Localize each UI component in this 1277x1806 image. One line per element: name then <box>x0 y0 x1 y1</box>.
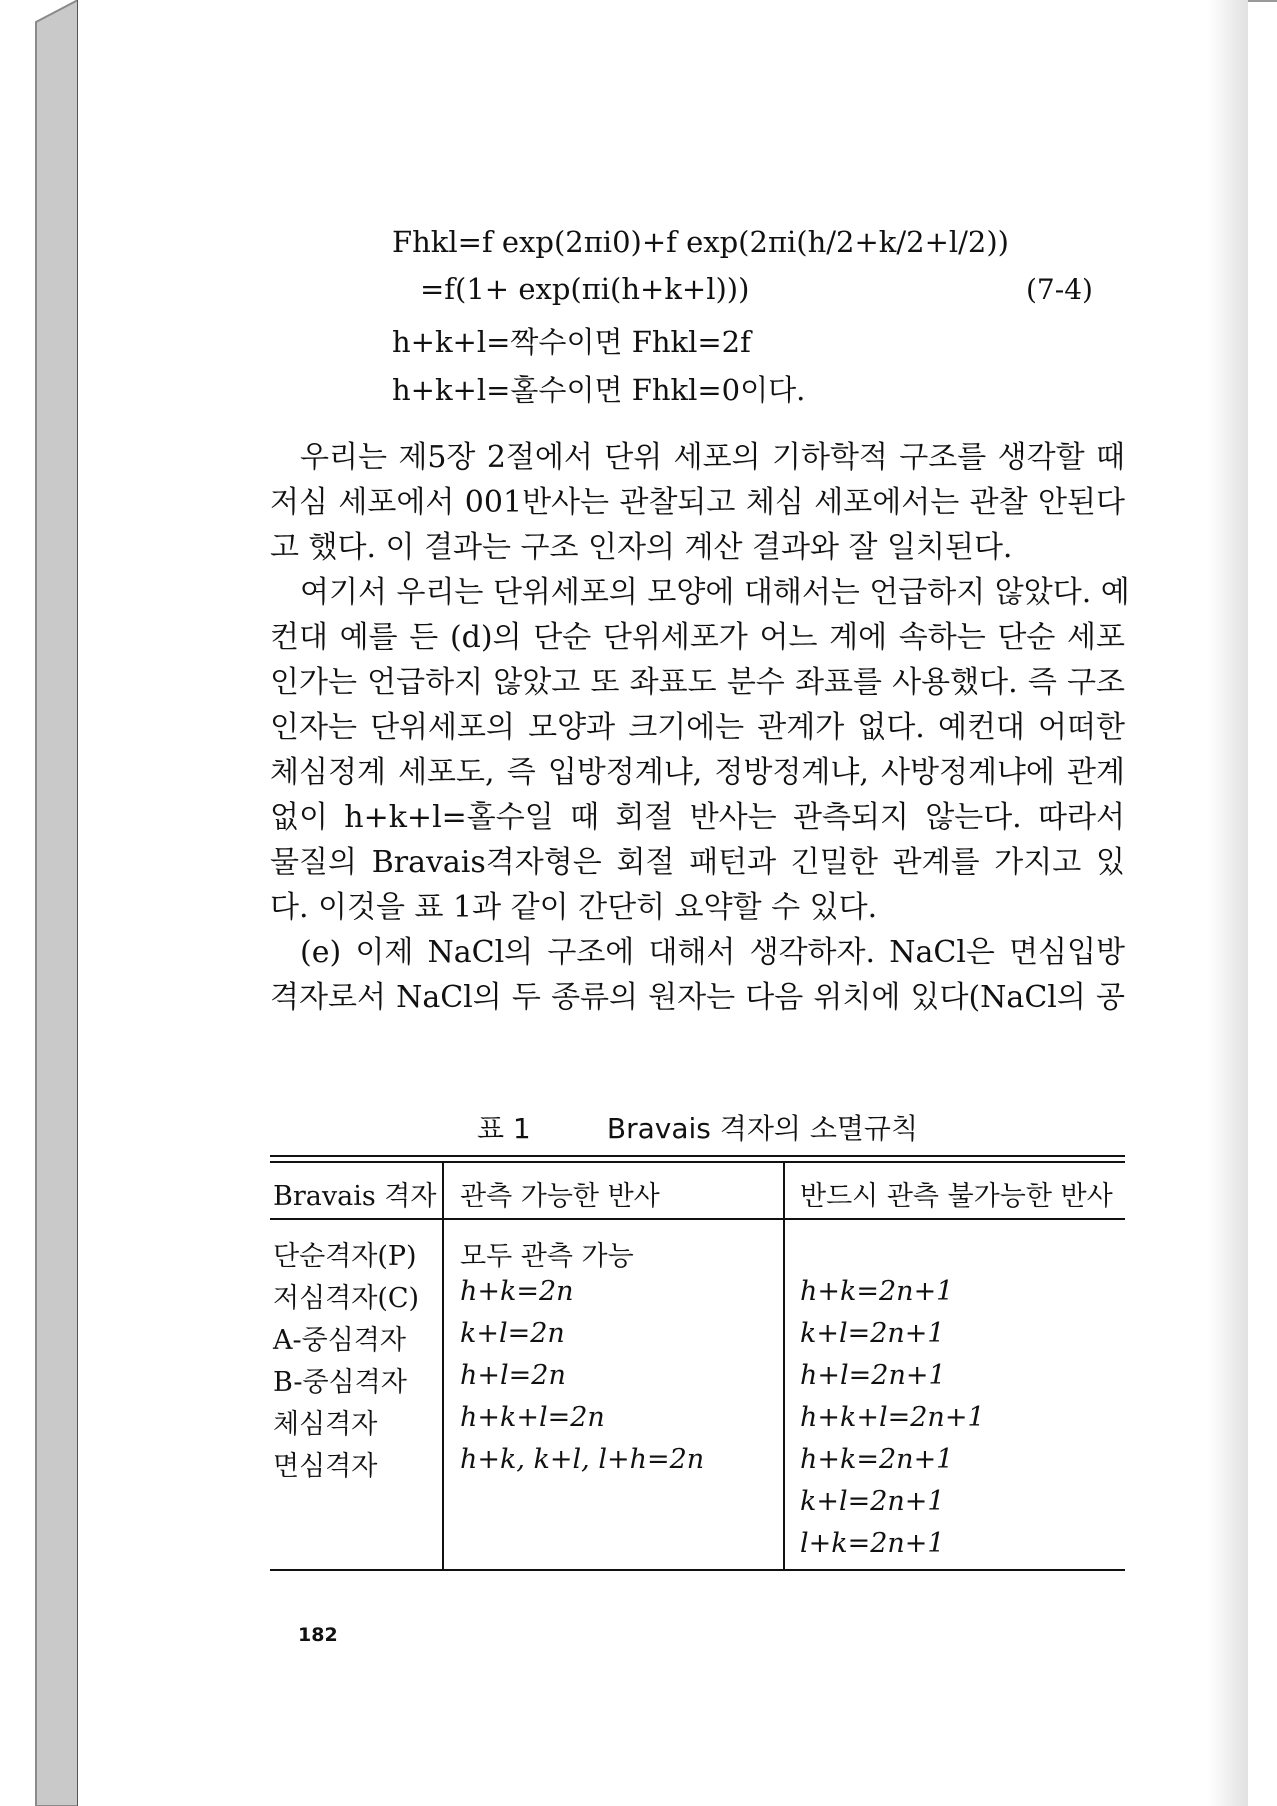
table-column-divider-2 <box>783 1163 785 1569</box>
table-cell-lattice: A-중심격자 <box>273 1325 406 1356</box>
table-cell-lattice: 체심격자 <box>273 1409 378 1440</box>
equation-line-4-text: h+k+l=홀수이면 Fhkl=0이다. <box>392 373 806 407</box>
table-caption-label: 표 1 <box>476 1112 531 1145</box>
table-cell-forbidden: k+l=2n+1 <box>800 1486 945 1517</box>
table-cell-lattice: 면심격자 <box>273 1451 378 1482</box>
equation-line-1 <box>392 225 1009 259</box>
body-line: 물질의 Bravais격자형은 회절 패턴과 긴밀한 관계를 가지고 있 <box>270 845 1125 880</box>
table-header-rule <box>270 1218 1125 1220</box>
table-cell-lattice: B-중심격자 <box>273 1367 407 1398</box>
table-cell-observable: k+l=2n <box>460 1318 565 1349</box>
table-top-rule <box>270 1155 1125 1157</box>
table-column-divider-1 <box>442 1163 444 1569</box>
table-cell-forbidden: k+l=2n+1 <box>800 1318 945 1349</box>
table-caption <box>270 1107 1125 1147</box>
body-line: (e) 이제 NaCl의 구조에 대해서 생각하자. NaCl은 면심입방 <box>300 935 1125 970</box>
equation-line-3-text: h+k+l=짝수이면 Fhkl=2f <box>392 325 751 359</box>
table-cell-forbidden: h+k+l=2n+1 <box>800 1402 985 1433</box>
body-line: 없이 h+k+l=홀수일 때 회절 반사는 관측되지 않는다. 따라서 <box>270 800 1125 835</box>
body-line: 인자는 단위세포의 모양과 크기에는 관계가 없다. 예컨대 어떠한 <box>270 710 1125 745</box>
body-line: 체심정계 세포도, 즉 입방정계냐, 정방정계냐, 사방정계냐에 관계 <box>270 755 1125 790</box>
body-line: 고 했다. 이 결과는 구조 인자의 계산 결과와 잘 일치된다. <box>270 530 1013 565</box>
table-caption-title: Bravais 격자의 소멸규칙 <box>606 1112 919 1145</box>
body-line: 여기서 우리는 단위세포의 모양에 대해서는 언급하지 않았다. 예 <box>300 575 1130 610</box>
table-header-observable: 관측 가능한 반사 <box>460 1181 660 1212</box>
page-edge-shadow <box>1208 0 1248 1806</box>
caption-separator <box>566 1119 572 1143</box>
table-cell-lattice: 저심격자(C) <box>273 1283 420 1314</box>
equation-line-2-text: =f(1+ exp(πi(h+k+l))) <box>420 272 750 306</box>
table-bottom-rule <box>270 1569 1125 1571</box>
body-line: 컨대 예를 든 (d)의 단순 단위세포가 어느 계에 속하는 단순 세포 <box>270 620 1125 655</box>
table-header-lattice: Bravais 격자 <box>273 1181 437 1212</box>
equation-line-3 <box>392 320 751 361</box>
table-top-rule-2 <box>270 1161 1125 1163</box>
equation-line-2 <box>420 272 749 306</box>
body-line: 저심 세포에서 001반사는 관찰되고 체심 세포에서는 관찰 안된다 <box>270 485 1125 520</box>
table-cell-observable: h+l=2n <box>460 1360 566 1391</box>
table-cell-observable: h+k=2n <box>460 1276 574 1307</box>
body-line: 다. 이것을 표 1과 같이 간단히 요약할 수 있다. <box>270 890 878 925</box>
table-cell-forbidden: l+k=2n+1 <box>800 1528 945 1559</box>
body-line: 인가는 언급하지 않았고 또 좌표도 분수 좌표를 사용했다. 즉 구조 <box>270 665 1125 700</box>
table-cell-lattice: 단순격자(P) <box>273 1241 417 1272</box>
equation-line-4 <box>392 368 805 409</box>
table-cell-forbidden: h+k=2n+1 <box>800 1444 954 1475</box>
table-cell-forbidden: h+l=2n+1 <box>800 1360 946 1391</box>
page-number: 182 <box>298 1624 338 1646</box>
body-line: 격자로서 NaCl의 두 종류의 원자는 다음 위치에 있다(NaCl의 공 <box>270 980 1125 1015</box>
body-line: 우리는 제5장 2절에서 단위 세포의 기하학적 구조를 생각할 때 <box>300 440 1125 475</box>
table-cell-observable: 모두 관측 가능 <box>460 1241 634 1272</box>
equation-number: (7-4) <box>1026 273 1093 306</box>
equation-line-1-text: Fhkl=f exp(2πi0)+f exp(2πi(h/2+k/2+l/2)) <box>392 225 1010 259</box>
table-cell-observable: h+k+l=2n <box>460 1402 605 1433</box>
table-header-forbidden: 반드시 관측 불가능한 반사 <box>800 1181 1113 1212</box>
table-cell-forbidden: h+k=2n+1 <box>800 1276 954 1307</box>
table-cell-observable: h+k, k+l, l+h=2n <box>460 1444 705 1475</box>
